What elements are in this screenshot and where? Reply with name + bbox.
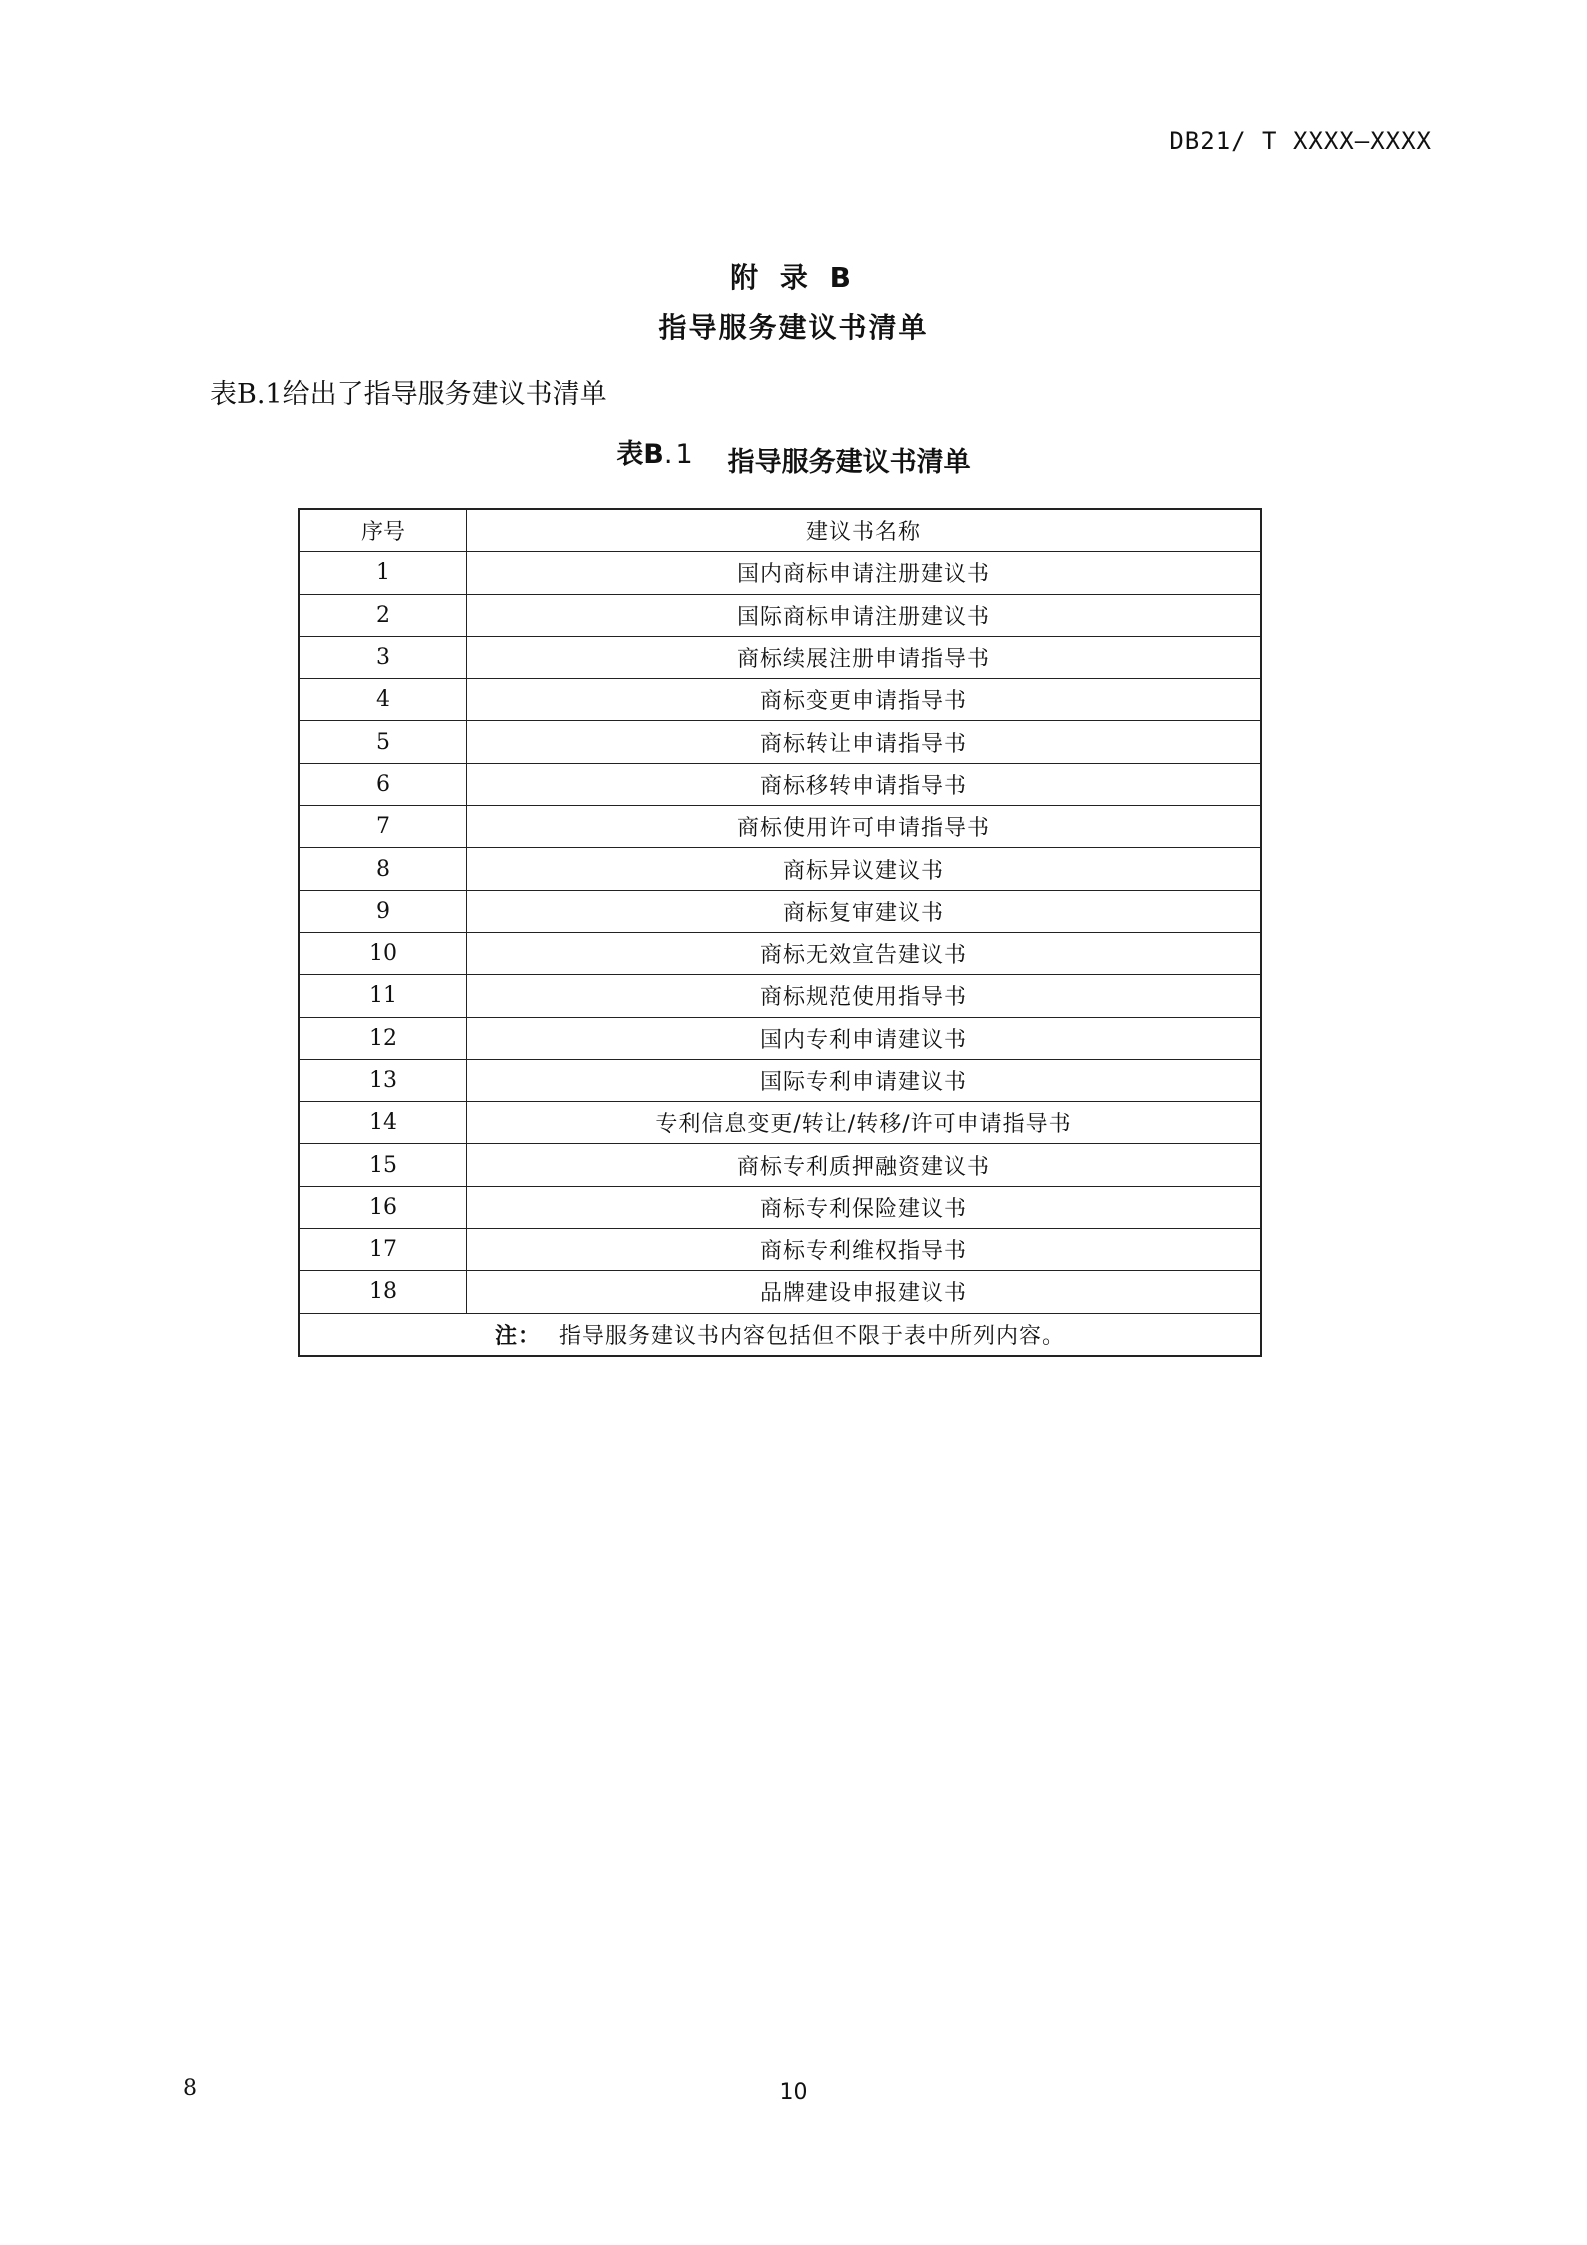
table-row [299,721,1261,763]
table-caption-number [616,432,695,471]
row-number: 10 [299,932,467,974]
table-row [299,679,1261,721]
row-number: 4 [299,679,467,721]
table-row [299,763,1261,805]
table-row [299,1102,1261,1144]
header-name: 建议书名称 [467,509,1262,552]
row-number: 18 [299,1271,467,1313]
footer-left-number: 8 [183,2076,197,2101]
row-name: 专利信息变更/转让/转移/许可申请指导书 [467,1102,1262,1144]
appendix-title: 指导服务建议书清单 [658,311,929,344]
table-row [299,1271,1261,1313]
row-name: 商标续展注册申请指导书 [467,636,1262,678]
table-caption [0,440,1587,479]
row-number: 5 [299,721,467,763]
table-row [299,1059,1261,1101]
table-row [299,890,1261,932]
row-name: 国际商标申请注册建议书 [467,594,1262,636]
row-number: 8 [299,848,467,890]
row-name: 商标异议建议书 [467,848,1262,890]
table-row [299,594,1261,636]
row-number: 16 [299,1186,467,1228]
row-name: 国内商标申请注册建议书 [467,552,1262,594]
table-row [299,932,1261,974]
row-name: 商标专利质押融资建议书 [467,1144,1262,1186]
table-caption-num: .1 [663,439,696,470]
table-row [299,848,1261,890]
table-header-row [299,509,1261,552]
row-name: 商标复审建议书 [467,890,1262,932]
document-code: DB21/ T XXXX—XXXX [1169,127,1432,155]
table-row [299,806,1261,848]
page-number: 10 [779,2080,808,2105]
table-row [299,1144,1261,1186]
row-number: 15 [299,1144,467,1186]
table-row [299,975,1261,1017]
appendix-label: 附 录 B [730,261,857,294]
row-number: 2 [299,594,467,636]
table-row [299,636,1261,678]
table-row [299,552,1261,594]
row-number: 12 [299,1017,467,1059]
row-name: 商标无效宣告建议书 [467,932,1262,974]
table-row [299,1017,1261,1059]
row-name: 品牌建设申报建议书 [467,1271,1262,1313]
table-body [299,552,1261,1313]
table-caption-title: 指导服务建议书清单 [727,447,971,478]
table-note [299,1313,1261,1356]
row-name: 国际专利申请建议书 [467,1059,1262,1101]
row-name: 国内专利申请建议书 [467,1017,1262,1059]
row-number: 1 [299,552,467,594]
row-number: 14 [299,1102,467,1144]
row-name: 商标专利保险建议书 [467,1186,1262,1228]
row-name: 商标专利维权指导书 [467,1229,1262,1271]
row-name: 商标转让申请指导书 [467,721,1262,763]
note-text: 指导服务建议书内容包括但不限于表中所列内容。 [559,1323,1066,1349]
row-number: 6 [299,763,467,805]
table-caption-prefix: 表B [616,439,664,470]
table-row [299,1229,1261,1271]
recommendation-list-table [298,508,1262,1357]
row-number: 3 [299,636,467,678]
intro-paragraph: 表B.1给出了指导服务建议书清单 [210,379,607,410]
row-number: 17 [299,1229,467,1271]
row-name: 商标移转申请指导书 [467,763,1262,805]
row-number: 7 [299,806,467,848]
row-name: 商标变更申请指导书 [467,679,1262,721]
row-number: 9 [299,890,467,932]
table-note-row [299,1313,1261,1356]
row-name: 商标使用许可申请指导书 [467,806,1262,848]
row-number: 11 [299,975,467,1017]
note-prefix: 注： [494,1323,541,1349]
table-row [299,1186,1261,1228]
row-name: 商标规范使用指导书 [467,975,1262,1017]
header-number: 序号 [299,509,467,552]
row-number: 13 [299,1059,467,1101]
